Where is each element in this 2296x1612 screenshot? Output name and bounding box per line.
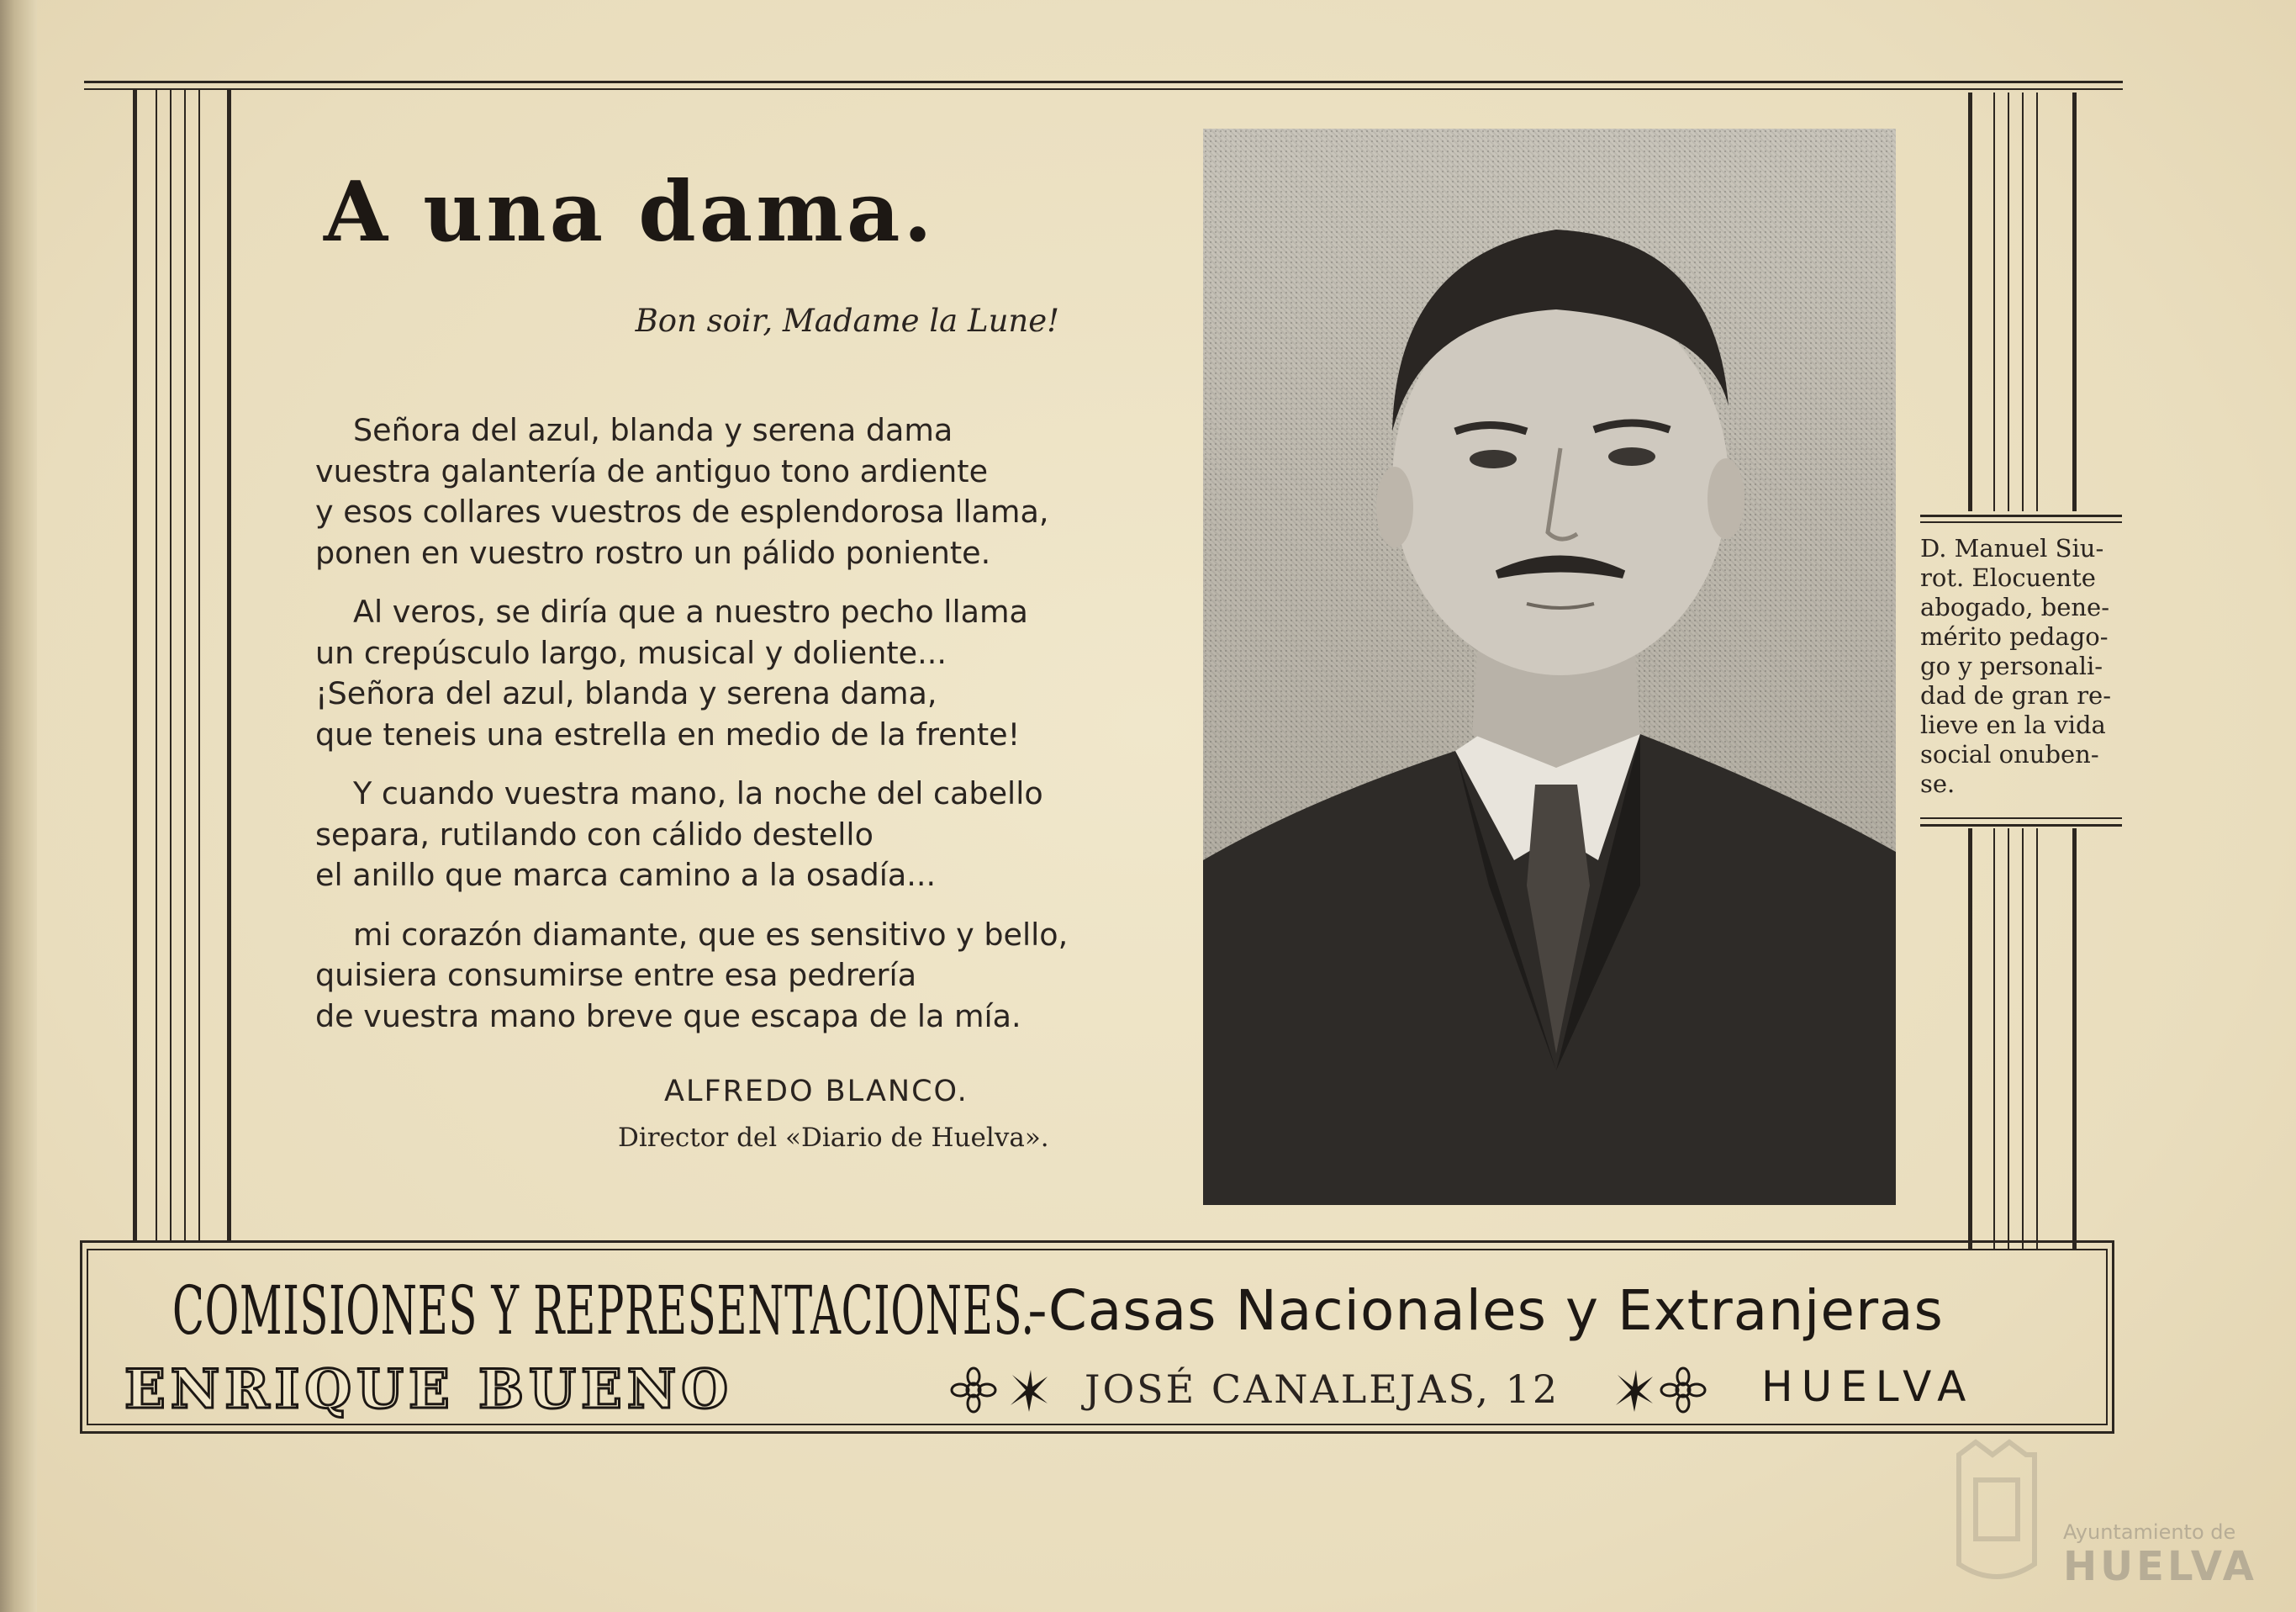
poem-line: mi corazón diamante, que es sensitivo y bello, [353, 916, 1069, 953]
left-pillar [126, 88, 235, 1240]
poem-line: Y cuando vuestra mano, la noche del cabello [353, 775, 1043, 811]
ad-city: HUELVA [1761, 1362, 1975, 1411]
ad-business-name: ENRIQUE BUENO [124, 1358, 733, 1421]
frame-top-rule-2 [84, 88, 2123, 90]
ad-headline-rest: -Casas Nacionales y Extranjeras [1027, 1278, 1944, 1343]
poem-line: Al veros, se diría que a nuestro pecho llama [353, 594, 1028, 630]
flower-ornament-left-icon [950, 1366, 1051, 1414]
caption-top-rule-2 [1920, 521, 2122, 523]
caption-line: abogado, bene- [1920, 593, 2109, 621]
caption-line: go y personali- [1920, 652, 2103, 680]
frame-top-rule [84, 81, 2123, 83]
right-pillar-top [1968, 92, 2077, 511]
poem-author: ALFREDO BLANCO. [664, 1075, 969, 1108]
caption-line: D. Manuel Siu- [1920, 534, 2104, 563]
watermark-line-2: HUELVA [2063, 1543, 2257, 1590]
poem-stanza-1 [315, 410, 1139, 573]
poem-stanza-4 [315, 915, 1139, 1038]
poem-line: ¡Señora del azul, blanda y serena dama, [315, 675, 937, 711]
portrait-photo [1203, 129, 1896, 1205]
poem-author-role: Director del «Diario de Huelva». [618, 1123, 1049, 1153]
flower-ornament-right-icon [1606, 1366, 1707, 1414]
poem-line: quisiera consumirse entre esa pedrería [315, 957, 917, 993]
page-spine [0, 0, 37, 1612]
right-pillar-bottom [1968, 828, 2077, 1249]
poem-body [315, 410, 1139, 1055]
caption-line: lieve en la vida [1920, 711, 2106, 739]
poem-line: vuestra galantería de antiguo tono ardiente [315, 452, 989, 489]
portrait-caption [1920, 534, 2126, 799]
poem-line: el anillo que marca camino a la osadía... [315, 857, 937, 893]
poem-stanza-3 [315, 774, 1139, 896]
poem-line: y esos collares vuestros de esplendorosa llama, [315, 494, 1049, 530]
poem-epigraph: Bon soir, Madame la Lune! [635, 303, 1059, 339]
caption-line: mérito pedago- [1920, 622, 2109, 651]
poem-line: separa, rutilando con cálido destello [315, 816, 874, 853]
caption-top-rule [1920, 515, 2122, 517]
poem-line: ponen en vuestro rostro un pálido poniente. [315, 534, 991, 571]
poem-line: que teneis una estrella en medio de la frente! [315, 716, 1021, 753]
caption-line: rot. Elocuente [1920, 563, 2096, 592]
portrait-illustration [1203, 129, 1896, 1205]
poem-line: un crepúsculo largo, musical y doliente... [315, 634, 947, 671]
poem-line: Señora del azul, blanda y serena dama [353, 412, 953, 448]
poem-title: A una dama. [324, 164, 936, 261]
ad-address: JOSÉ CANALEJAS, 12 [1085, 1366, 1560, 1412]
poem-line: de vuestra mano breve que escapa de la mía. [315, 997, 1021, 1034]
poem-stanza-2 [315, 592, 1139, 755]
caption-line: social onuben- [1920, 740, 2099, 769]
caption-line: se. [1920, 769, 1956, 798]
caption-bottom-rule [1920, 817, 2122, 819]
caption-line: dad de gran re- [1920, 681, 2112, 710]
caption-bottom-rule-2 [1920, 824, 2122, 827]
watermark-line-1: Ayuntamiento de [2063, 1520, 2236, 1544]
ad-headline-text: COMISIONES Y REPRESENTACIONES. [172, 1271, 1035, 1350]
